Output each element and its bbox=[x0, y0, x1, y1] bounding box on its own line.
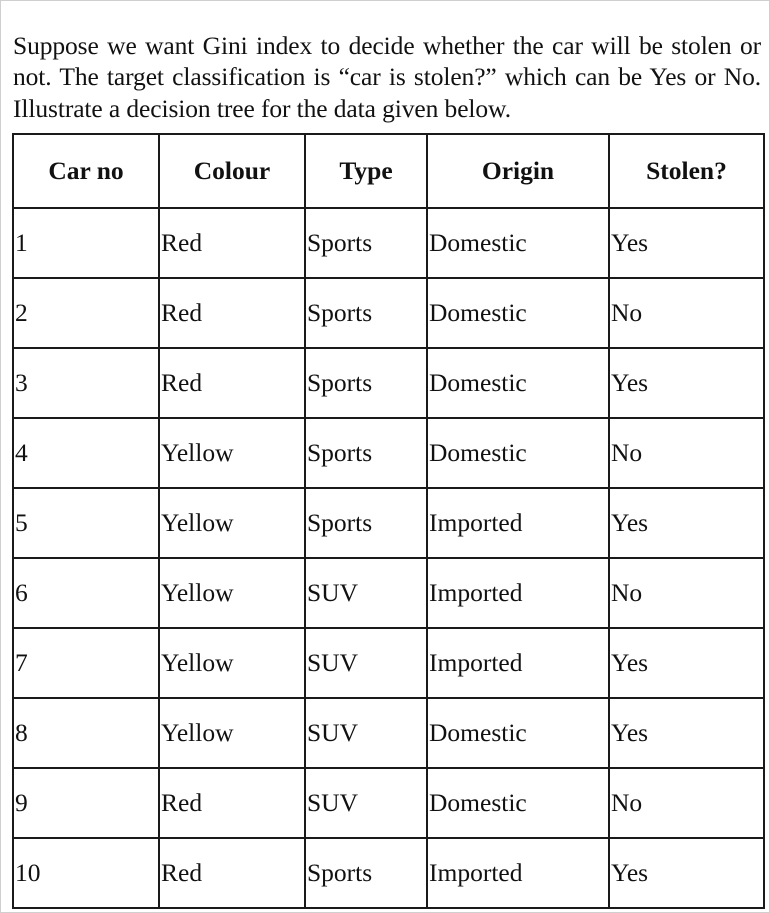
cell-car-no: 10 bbox=[13, 838, 159, 908]
cell-car-no: 9 bbox=[13, 768, 159, 838]
table-row bbox=[13, 208, 764, 278]
table-row bbox=[13, 628, 764, 698]
cell-origin: Domestic bbox=[427, 418, 609, 488]
cell-stolen: Yes bbox=[609, 488, 764, 558]
cell-car-no: 4 bbox=[13, 418, 159, 488]
cell-origin: Domestic bbox=[427, 698, 609, 768]
cell-colour: Yellow bbox=[159, 698, 305, 768]
header-car-no: Car no bbox=[13, 134, 159, 208]
cell-stolen: No bbox=[609, 278, 764, 348]
cell-car-no: 2 bbox=[13, 278, 159, 348]
cell-origin: Imported bbox=[427, 558, 609, 628]
cell-stolen: Yes bbox=[609, 698, 764, 768]
header-type: Type bbox=[305, 134, 427, 208]
cell-type: SUV bbox=[305, 698, 427, 768]
cell-origin: Imported bbox=[427, 838, 609, 908]
cell-type: SUV bbox=[305, 558, 427, 628]
cell-stolen: Yes bbox=[609, 628, 764, 698]
cell-car-no: 8 bbox=[13, 698, 159, 768]
cell-car-no: 5 bbox=[13, 488, 159, 558]
cell-origin: Imported bbox=[427, 488, 609, 558]
cell-stolen: Yes bbox=[609, 208, 764, 278]
cell-stolen: Yes bbox=[609, 838, 764, 908]
cell-origin: Domestic bbox=[427, 208, 609, 278]
cell-origin: Domestic bbox=[427, 768, 609, 838]
cell-stolen: No bbox=[609, 558, 764, 628]
header-row bbox=[13, 134, 764, 208]
cell-car-no: 3 bbox=[13, 348, 159, 418]
table-row bbox=[13, 558, 764, 628]
cell-colour: Yellow bbox=[159, 418, 305, 488]
table-row bbox=[13, 278, 764, 348]
cell-origin: Domestic bbox=[427, 348, 609, 418]
cell-stolen: Yes bbox=[609, 348, 764, 418]
cell-type: Sports bbox=[305, 208, 427, 278]
header-origin: Origin bbox=[427, 134, 609, 208]
car-theft-table bbox=[12, 133, 765, 909]
header-stolen: Stolen? bbox=[609, 134, 764, 208]
cell-type: Sports bbox=[305, 348, 427, 418]
cell-stolen: No bbox=[609, 418, 764, 488]
cell-origin: Domestic bbox=[427, 278, 609, 348]
cell-car-no: 6 bbox=[13, 558, 159, 628]
question-text: Suppose we want Gini index to decide whether the car will be stolen or not. The target classification is “car is stolen?” which can be Yes or No. Illustrate a decision tree for the data given below. bbox=[13, 30, 761, 123]
cell-type: Sports bbox=[305, 488, 427, 558]
table-row bbox=[13, 698, 764, 768]
cell-type: Sports bbox=[305, 418, 427, 488]
table-row bbox=[13, 348, 764, 418]
table-row bbox=[13, 418, 764, 488]
cell-type: Sports bbox=[305, 838, 427, 908]
cell-type: Sports bbox=[305, 278, 427, 348]
table-row bbox=[13, 488, 764, 558]
cell-colour: Red bbox=[159, 278, 305, 348]
header-colour: Colour bbox=[159, 134, 305, 208]
cell-type: SUV bbox=[305, 628, 427, 698]
cell-colour: Yellow bbox=[159, 488, 305, 558]
cell-car-no: 7 bbox=[13, 628, 159, 698]
cell-type: SUV bbox=[305, 768, 427, 838]
cell-origin: Imported bbox=[427, 628, 609, 698]
table-row bbox=[13, 768, 764, 838]
cell-colour: Red bbox=[159, 348, 305, 418]
cell-colour: Red bbox=[159, 768, 305, 838]
table-row bbox=[13, 838, 764, 908]
cell-colour: Red bbox=[159, 208, 305, 278]
cell-colour: Yellow bbox=[159, 558, 305, 628]
cell-car-no: 1 bbox=[13, 208, 159, 278]
cell-colour: Yellow bbox=[159, 628, 305, 698]
cell-colour: Red bbox=[159, 838, 305, 908]
cell-stolen: No bbox=[609, 768, 764, 838]
